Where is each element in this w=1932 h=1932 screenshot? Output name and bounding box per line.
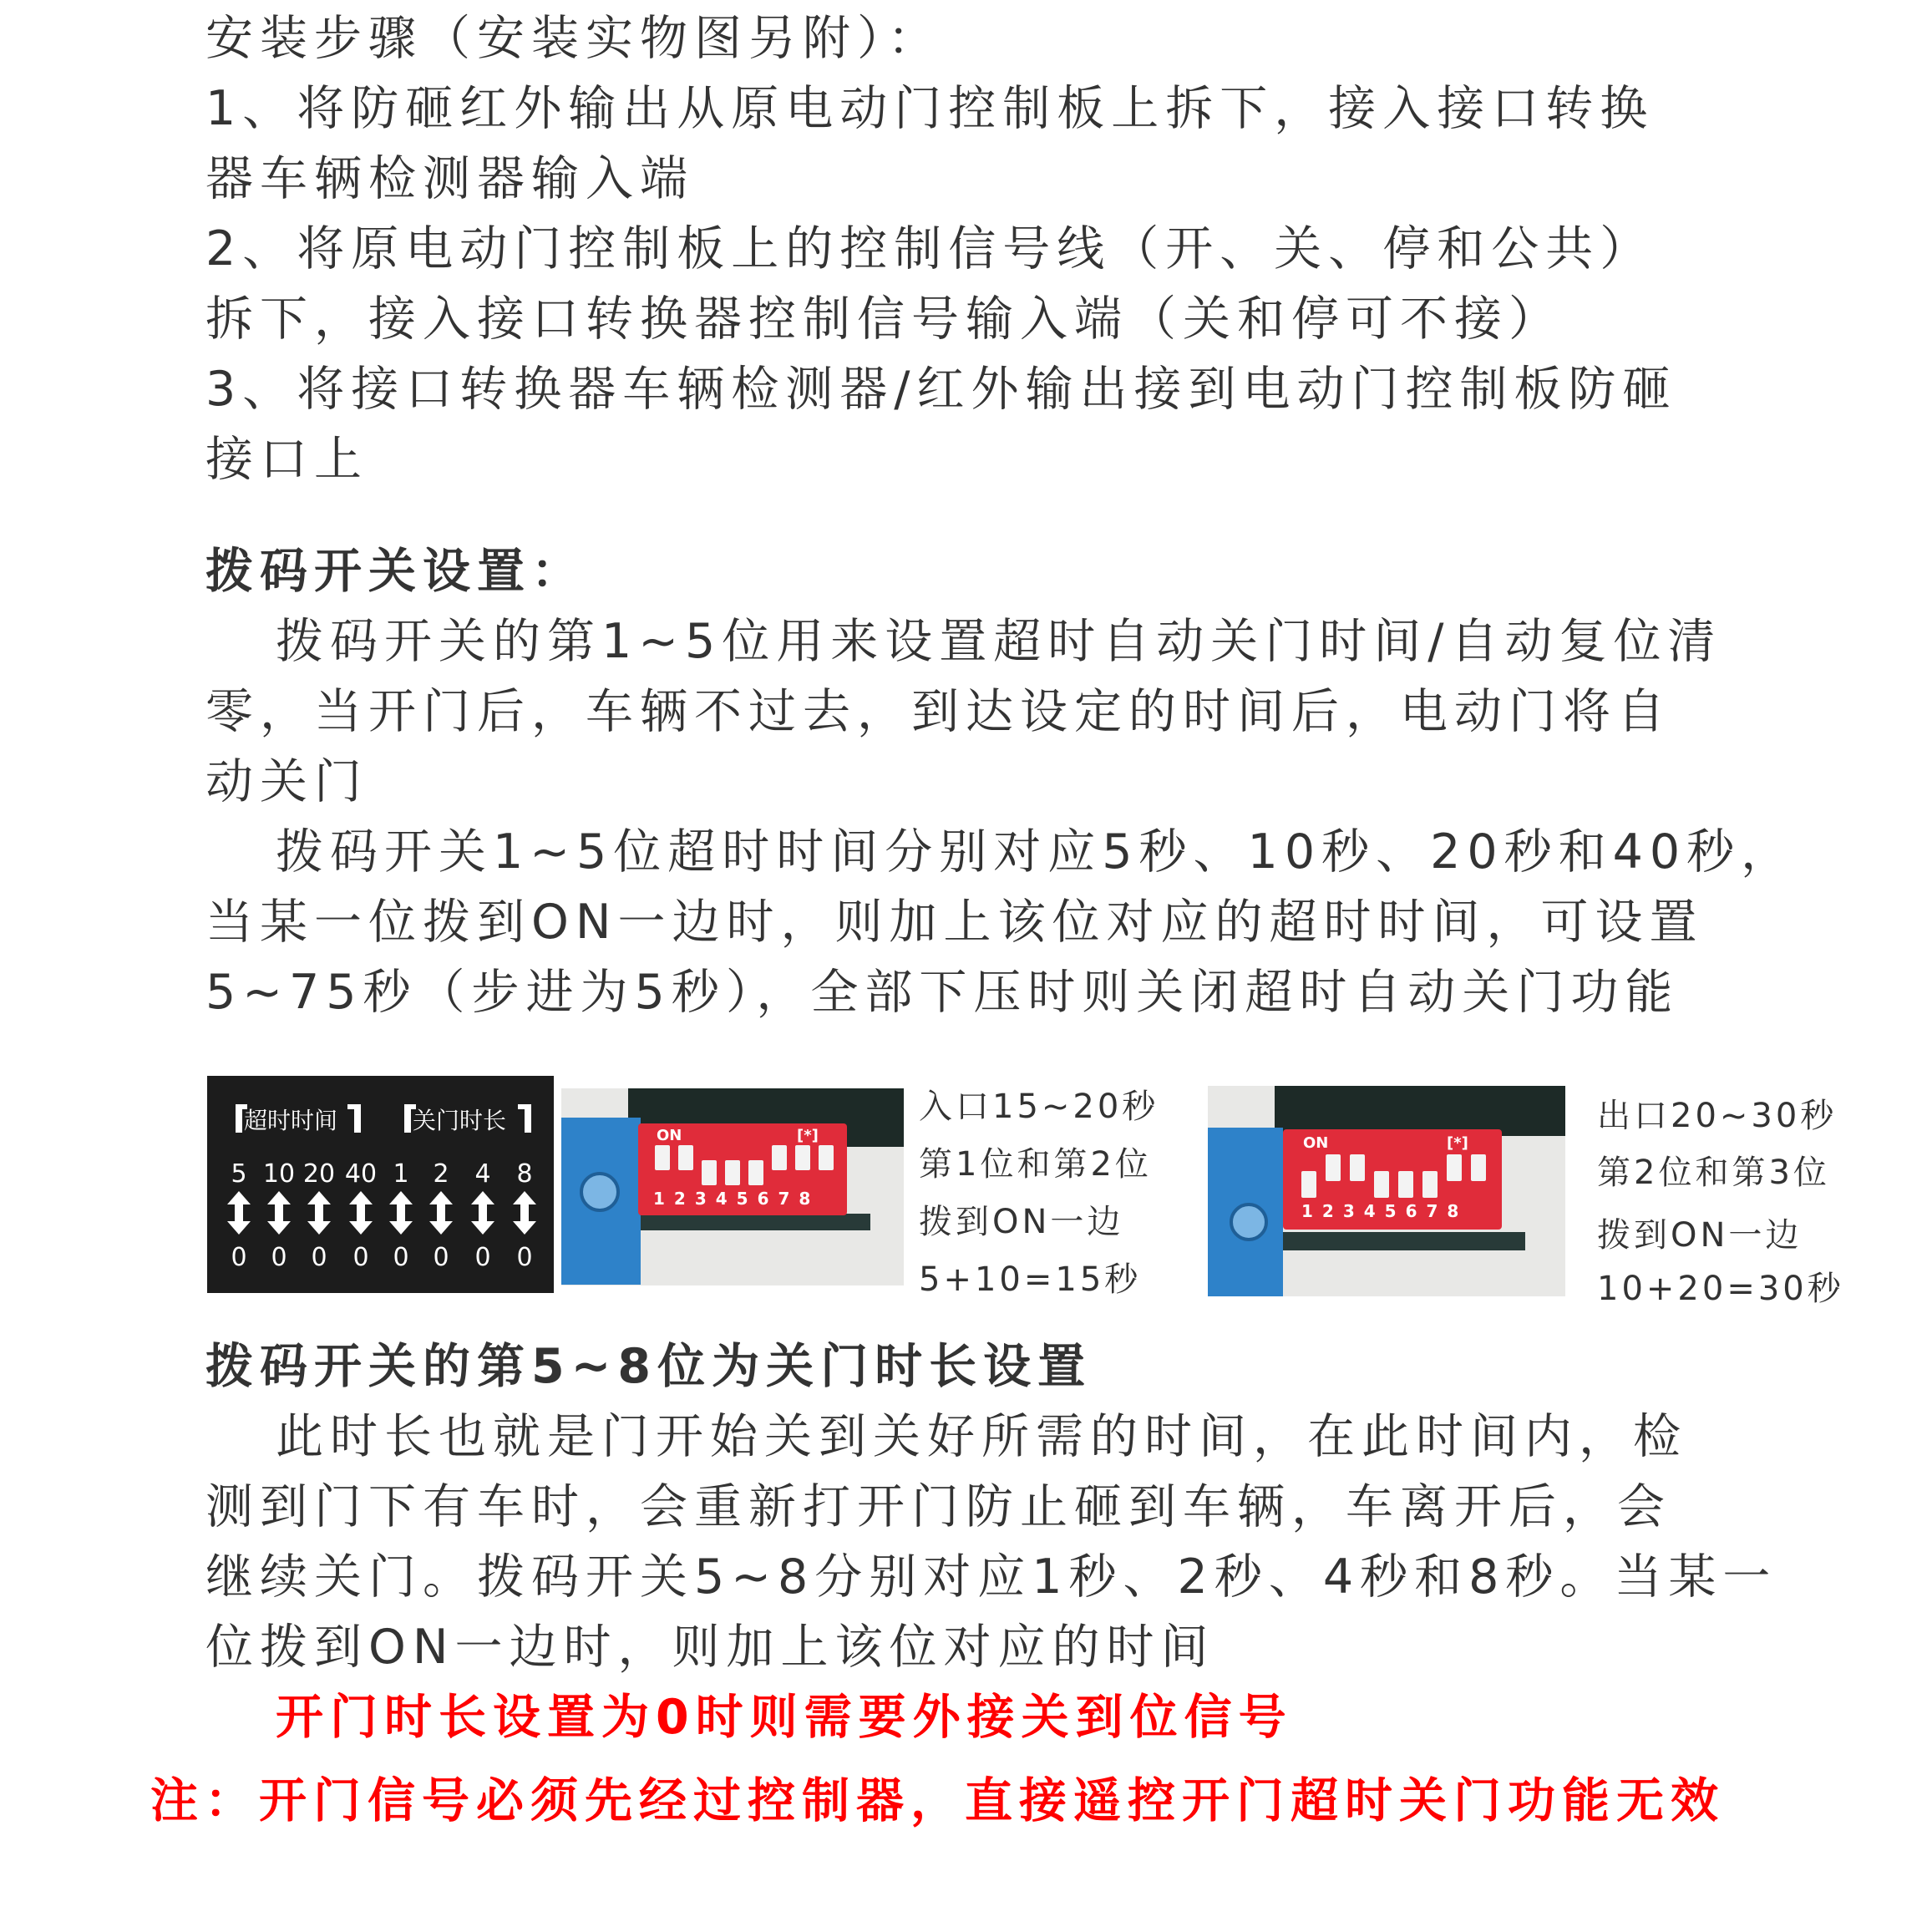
dip-switch	[638, 1123, 847, 1215]
caption2-line: 10+20=30秒	[1597, 1270, 1844, 1308]
bit-value: 2	[433, 1159, 449, 1189]
double-arrow-icon	[259, 1191, 299, 1235]
bit-value: 8	[516, 1159, 533, 1189]
on-label: ON	[657, 1127, 682, 1144]
dip-lever	[1422, 1171, 1438, 1198]
bit-value: 10	[262, 1159, 296, 1189]
close-duration-label: 关门时长	[413, 1107, 507, 1134]
note: 注：开门信号必须先经过控制器，直接遥控开门超时关门功能无效	[150, 1773, 1725, 1828]
install-line: 2、将原电动门控制板上的控制信号线（开、关、停和公共）	[205, 221, 1655, 276]
dip-para2-line: 5~75秒（步进为5秒），全部下压时则关闭超时自动关门功能	[205, 965, 1680, 1020]
on-label: ON	[1303, 1134, 1329, 1152]
install-line: 1、将防砸红外输出从原电动门控制板上拆下，接入接口转换	[205, 81, 1655, 136]
switch-numbers: 12345678	[653, 1189, 820, 1209]
bit-value: 4	[474, 1159, 491, 1189]
close-warning: 开门时长设置为0时则需要外接关到位信号	[276, 1690, 1293, 1745]
bit-zero: 0	[516, 1243, 533, 1272]
close-line: 继续关门。拨码开关5~8分别对应1秒、2秒、4秒和8秒。当某一	[205, 1549, 1777, 1605]
dip-lever	[795, 1145, 810, 1170]
close-line: 位拨到ON一边时，则加上该位对应的时间	[205, 1620, 1215, 1675]
double-arrow-icon	[505, 1191, 545, 1235]
caption1-line: 5+10=15秒	[919, 1260, 1142, 1299]
dip-switch-photo-entrance	[561, 1088, 904, 1285]
dip-lever	[1447, 1154, 1462, 1181]
install-title: 安装步骤（安装实物图另附）：	[205, 11, 942, 66]
star-label: [*]	[797, 1127, 819, 1144]
close-line: 此时长也就是门开始关到关好所需的时间，在此时间内，检	[276, 1409, 1687, 1464]
caption1-line: 第1位和第2位	[919, 1145, 1152, 1184]
install-line: 拆下，接入接口转换器控制信号输入端（关和停可不接）	[205, 292, 1563, 347]
dip-para1-line: 拨码开关的第1~5位用来设置超时自动关门时间/自动复位清	[276, 614, 1722, 669]
bit-zero: 0	[311, 1243, 327, 1272]
double-arrow-icon	[299, 1191, 339, 1235]
dip-lever	[1374, 1171, 1389, 1198]
dip-switch	[1283, 1129, 1502, 1230]
caption2-line: 出口20~30秒	[1597, 1097, 1838, 1135]
dip-lever	[1326, 1154, 1341, 1181]
timeout-label: 超时时间	[244, 1107, 338, 1134]
dip-para1-line: 动关门	[205, 754, 368, 809]
dip-para1-line: 零，当开门后，车辆不过去，到达设定的时间后，电动门将自	[205, 684, 1671, 739]
caption1-line: 拨到ON一边	[919, 1203, 1124, 1241]
screw-icon	[1230, 1203, 1268, 1241]
install-line: 3、将接口转换器车辆检测器/红外输出接到电动门控制板防砸	[205, 362, 1677, 417]
bit-value: 5	[231, 1159, 247, 1189]
bit-zero: 0	[393, 1243, 409, 1272]
dip-lever	[748, 1160, 763, 1185]
bit-value: 20	[302, 1159, 336, 1189]
install-line: 接口上	[205, 432, 368, 487]
dip-lever	[655, 1145, 670, 1170]
dip-lever	[772, 1145, 787, 1170]
caption2-line: 拨到ON一边	[1597, 1216, 1803, 1255]
double-arrow-icon	[341, 1191, 381, 1235]
star-label: [*]	[1447, 1134, 1468, 1152]
bit-zero: 0	[352, 1243, 369, 1272]
close-line: 测到门下有车时，会重新打开门防止砸到车辆，车离开后，会	[205, 1479, 1671, 1534]
dip-lever	[1398, 1171, 1413, 1198]
switch-numbers: 12345678	[1301, 1201, 1468, 1221]
caption2-line: 第2位和第3位	[1597, 1154, 1830, 1192]
dip-lever	[702, 1160, 717, 1185]
install-line: 器车辆检测器输入端	[205, 151, 694, 206]
bit-zero: 0	[231, 1243, 247, 1272]
bracket-right	[354, 1104, 361, 1133]
dip-lever	[725, 1160, 740, 1185]
close-title: 拨码开关的第5~8位为关门时长设置	[205, 1339, 1093, 1394]
screw-icon	[580, 1172, 620, 1212]
bit-zero: 0	[271, 1243, 287, 1272]
double-arrow-icon	[463, 1191, 503, 1235]
dip-switch-photo-exit	[1208, 1086, 1565, 1296]
dip-lever	[1471, 1154, 1486, 1181]
dip-title: 拨码开关设置：	[205, 544, 586, 599]
double-arrow-icon	[421, 1191, 461, 1235]
dip-para2-line: 拨码开关1~5位超时时间分别对应5秒、10秒、20秒和40秒，	[276, 824, 1796, 880]
dip-legend-panel	[207, 1076, 554, 1293]
bit-zero: 0	[474, 1243, 491, 1272]
bit-value: 40	[344, 1159, 378, 1189]
dip-lever	[678, 1145, 693, 1170]
double-arrow-icon	[381, 1191, 421, 1235]
bracket-right	[525, 1104, 531, 1133]
caption1-line: 入口15~20秒	[919, 1088, 1159, 1126]
dip-lever	[1350, 1154, 1365, 1181]
dip-para2-line: 当某一位拨到ON一边时，则加上该位对应的超时时间，可设置	[205, 895, 1704, 950]
dip-lever	[819, 1145, 834, 1170]
dip-lever	[1301, 1171, 1316, 1198]
bit-zero: 0	[433, 1243, 449, 1272]
bit-value: 1	[393, 1159, 409, 1189]
double-arrow-icon	[219, 1191, 259, 1235]
